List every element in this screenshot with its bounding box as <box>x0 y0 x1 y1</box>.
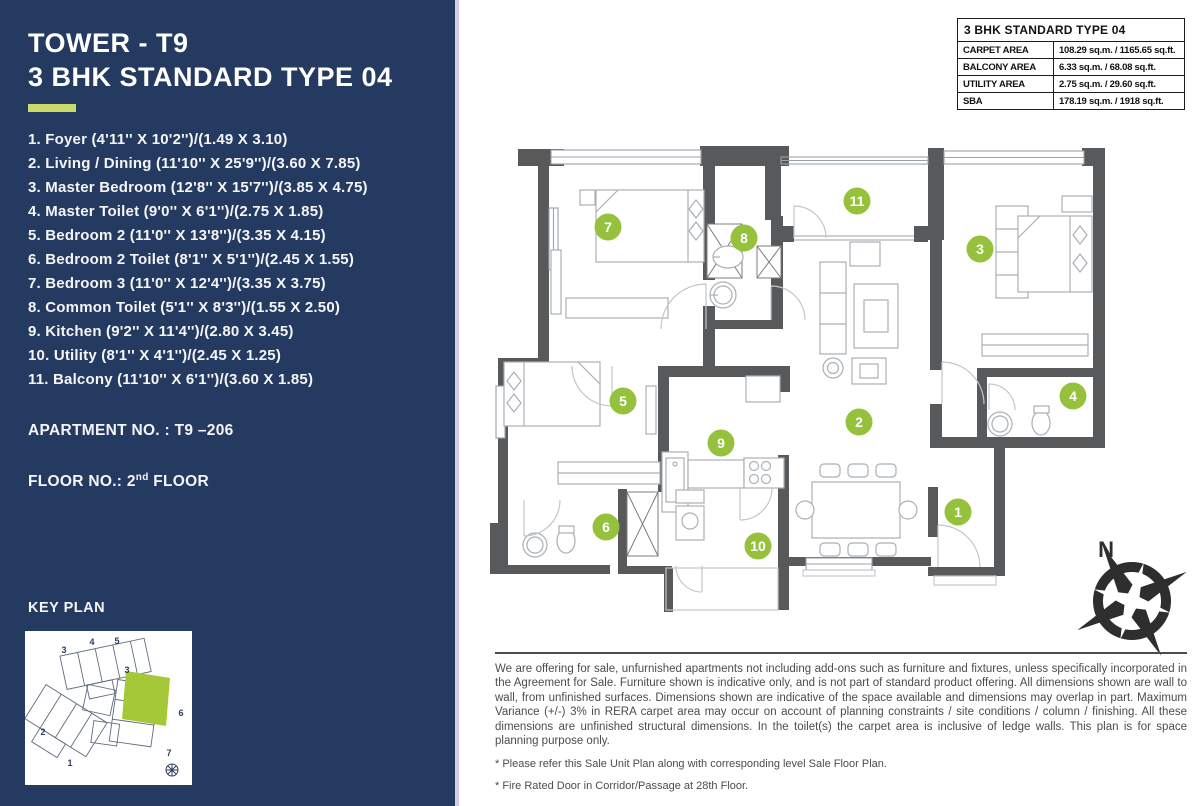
key-plan-drawing <box>25 631 192 785</box>
area-row-label: BALCONY AREA <box>958 59 1054 76</box>
room-badge <box>708 430 735 457</box>
key-plan-number: 1 <box>67 758 73 768</box>
key-plan-title: KEY PLAN <box>28 600 106 616</box>
svg-text:5: 5 <box>619 393 627 409</box>
room-badge <box>846 409 873 436</box>
room-list-item: 4. Master Toilet (9'0'' X 6'1'')/(2.75 X 1.85) <box>28 203 324 220</box>
tower-title: TOWER - T9 <box>28 28 189 58</box>
key-plan-number: 5 <box>114 636 120 646</box>
area-row-label: UTILITY AREA <box>958 76 1054 93</box>
table-row <box>958 59 1185 76</box>
key-plan-number: 6 <box>178 708 184 718</box>
table-row <box>958 76 1185 93</box>
svg-text:11: 11 <box>849 193 865 209</box>
room-list-item: 3. Master Bedroom (12'8'' X 15'7'')/(3.85 X 4.75) <box>28 179 368 196</box>
sidebar <box>0 0 455 806</box>
room-list-item: 9. Kitchen (9'2'' X 11'4'')/(2.80 X 3.45) <box>28 323 294 340</box>
svg-text:2: 2 <box>855 414 863 430</box>
room-list-item: 6. Bedroom 2 Toilet (8'1'' X 5'1'')/(2.45 X 1.55) <box>28 251 355 268</box>
room-list-item: 5. Bedroom 2 (11'0'' X 13'8'')/(3.35 X 4.15) <box>28 227 326 244</box>
floor-plan <box>490 140 1200 660</box>
room-list-item: 11. Balcony (11'10'' X 6'1'')/(3.60 X 1.85) <box>28 371 314 388</box>
svg-text:6: 6 <box>602 519 610 535</box>
table-row <box>958 93 1185 110</box>
disclaimer-section <box>495 652 1187 792</box>
svg-text:3: 3 <box>976 241 984 257</box>
room-list-item: 2. Living / Dining (11'10'' X 25'9'')/(3.60 X 7.85) <box>28 155 361 172</box>
unit-type-title: 3 BHK STANDARD TYPE 04 <box>28 62 393 92</box>
disclaimer-divider <box>495 652 1187 654</box>
floor-number-text: FLOOR NO.: 2 <box>28 473 136 491</box>
compass-north-label: N <box>1098 537 1114 562</box>
svg-text:10: 10 <box>750 538 766 554</box>
key-plan-number: 3 <box>124 665 130 675</box>
key-plan-compass-icon <box>166 764 178 776</box>
key-plan-number: 7 <box>166 748 172 758</box>
floor-number-suffix: FLOOR <box>148 473 209 491</box>
key-plan-number: 3 <box>61 645 67 655</box>
area-row-label: CARPET AREA <box>958 42 1054 59</box>
title-underline <box>28 104 76 112</box>
svg-text:1: 1 <box>954 504 962 520</box>
room-badge <box>731 225 758 252</box>
area-row-value: 178.19 sq.m. / 1918 sq.ft. <box>1054 93 1185 110</box>
room-list-item: 7. Bedroom 3 (11'0'' X 12'4'')/(3.35 X 3.75) <box>28 275 326 292</box>
apartment-number: APARTMENT NO. : T9 –206 <box>28 422 234 439</box>
page-title <box>28 26 393 94</box>
disclaimer-note-2: * Fire Rated Door in Corridor/Passage at 28th Floor. <box>495 780 749 793</box>
area-table-title: 3 BHK STANDARD TYPE 04 <box>958 19 1185 42</box>
area-summary-table <box>957 18 1185 110</box>
disclaimer-note-1: * Please refer this Sale Unit Plan along with corresponding level Sale Floor Plan. <box>495 758 887 771</box>
room-badge <box>593 514 620 541</box>
key-plan-highlighted-unit <box>122 671 170 726</box>
room-list-item: 10. Utility (8'1'' X 4'1'')/(2.45 X 1.25) <box>28 347 282 364</box>
room-badge <box>967 236 994 263</box>
area-row-value: 108.29 sq.m. / 1165.65 sq.ft. <box>1054 42 1185 59</box>
room-dimension-list <box>28 128 448 392</box>
disclaimer-text: We are offering for sale, unfurnished apartments not including add-ons such as furniture and fixtures, unless specifically incorporated in the Agreement for Sale. Furniture shown is indicative only, and is not part of standard product offering. All dimensions shown are wall to wall, from unfinished surfaces. Dimensions shown are indicative of the space available and dimensions may overlap in part. Maximum Variance (+/-) 3% in RERA carpet area may occur on account of planning constraints / site conditions / column / finishing. All these dimensions are unfinished structural dimensions. In the toilet(s) the carpet area is inclusive of ledge walls. This plan is for space planning purpose only. <box>495 663 1187 748</box>
area-row-value: 2.75 sq.m. / 29.60 sq.ft. <box>1054 76 1185 93</box>
area-row-value: 6.33 sq.m. / 68.08 sq.ft. <box>1054 59 1185 76</box>
key-plan-number: 4 <box>89 637 95 647</box>
area-row-label: SBA <box>958 93 1054 110</box>
room-badge <box>1060 383 1087 410</box>
room-badge <box>610 388 637 415</box>
floor-number-ordinal: nd <box>135 472 149 483</box>
table-row <box>958 42 1185 59</box>
svg-text:8: 8 <box>740 230 748 246</box>
svg-text:4: 4 <box>1069 388 1077 404</box>
key-plan <box>25 631 192 785</box>
room-badge <box>595 214 622 241</box>
svg-text:7: 7 <box>604 219 612 235</box>
key-plan-number: 2 <box>40 727 46 737</box>
floor-number <box>28 472 209 491</box>
room-badge <box>945 499 972 526</box>
sidebar-edge-divider <box>455 0 459 806</box>
compass-rose <box>1048 517 1200 660</box>
room-badge <box>844 188 871 215</box>
room-list-item: 1. Foyer (4'11'' X 10'2'')/(1.49 X 3.10) <box>28 131 288 148</box>
room-badge <box>745 533 772 560</box>
svg-text:9: 9 <box>717 435 725 451</box>
room-list-item: 8. Common Toilet (5'1'' X 8'3'')/(1.55 X 2.50) <box>28 299 341 316</box>
